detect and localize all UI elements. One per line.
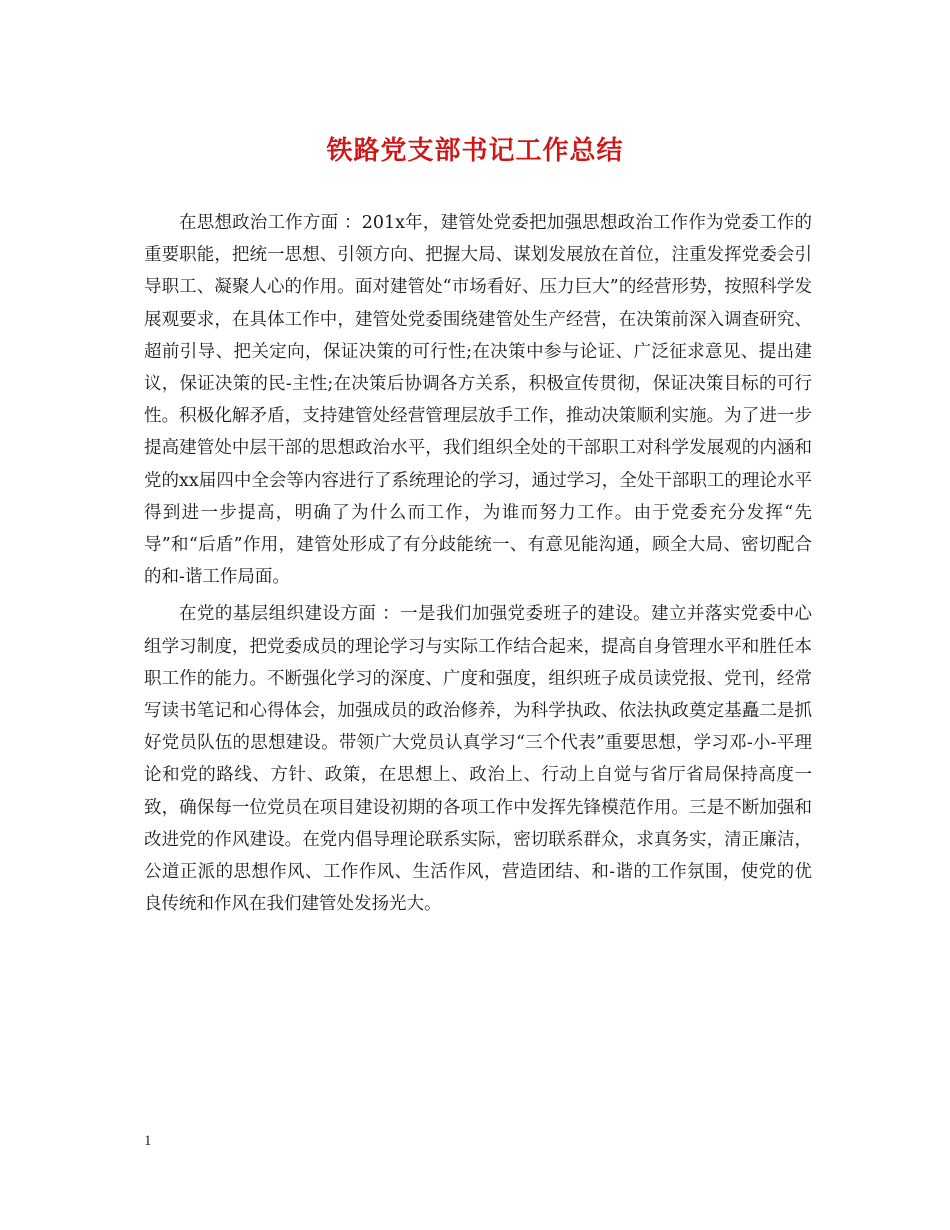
paragraph-organization-building: 在党的基层组织建设方面 ：一是我们加强党委班子的建设。建立并落实党委中心组学习制度，把党委成员的理论学习与实际工作结合起来，提高自身管理水平和胜任本职工作的能力。不断强化学习的深度、广度和强度，组织班子成员读党报、党刊，经常写读书笔记和心得体会，加强成员的政治修养，为科学执政、依法执政奠定基矗二是抓好党员队伍的思想建设。带领广大党员认真学习“三个代表”重要思想，学习邓-小-平理论和党的路线、方针、政策，在思想上、政治上、行动上自觉与省厅省局保持高度一致，确保每一位党员在项目建设初期的各项工作中发挥先锋模范作用。三是不断加强和改进党的作风建设。在党内倡导理论联系实际，密切联系群众，求真务实，清正廉洁，公道正派的思想作风、工作作风、生活作风，营造团结、和-谐的工作氛围，使党的优良传统和作风在我们建管处发扬光大。 xyxy=(144,604,812,915)
document-title: 铁路党支部书记工作总结 xyxy=(326,136,624,166)
page-number: 1 xyxy=(144,1133,152,1149)
document-body xyxy=(144,207,812,925)
paragraph-political-work: 在思想政治工作方面 ：201x年，建管处党委把加强思想政治工作作为党委工作的重要职能，把统一思想、引领方向、把握大局、谋划发展放在首位，注重发挥党委会引导职工、凝聚人心的作用。面对建管处“市场看好、压力巨大”的经营形势，按照科学发展观要求，在具体工作中，建管处党委围绕建管处生产经营，在决策前深入调查研究、超前引导、把关定向，保证决策的可行性;在决策中参与论证、广泛征求意见、提出建议，保证决策的民-主性;在决策后协调各方关系，积极宣传贯彻，保证决策目标的可行性。积极化解矛盾，支持建管处经营管理层放手工作，推动决策顺利实施。为了进一步提高建管处中层干部的思想政治水平，我们组织全处的干部职工对科学发展观的内涵和党的xx届四中全会等内容进行了系统理论的学习，通过学习，全处干部职工的理论水平得到进一步提高，明确了为什么而工作，为谁而努力工作。由于党委充分发挥“先导”和“后盾”作用，建管处形成了有分歧能统一、有意见能沟通，顾全大局、密切配合的和-谐工作局面。 xyxy=(144,213,812,588)
